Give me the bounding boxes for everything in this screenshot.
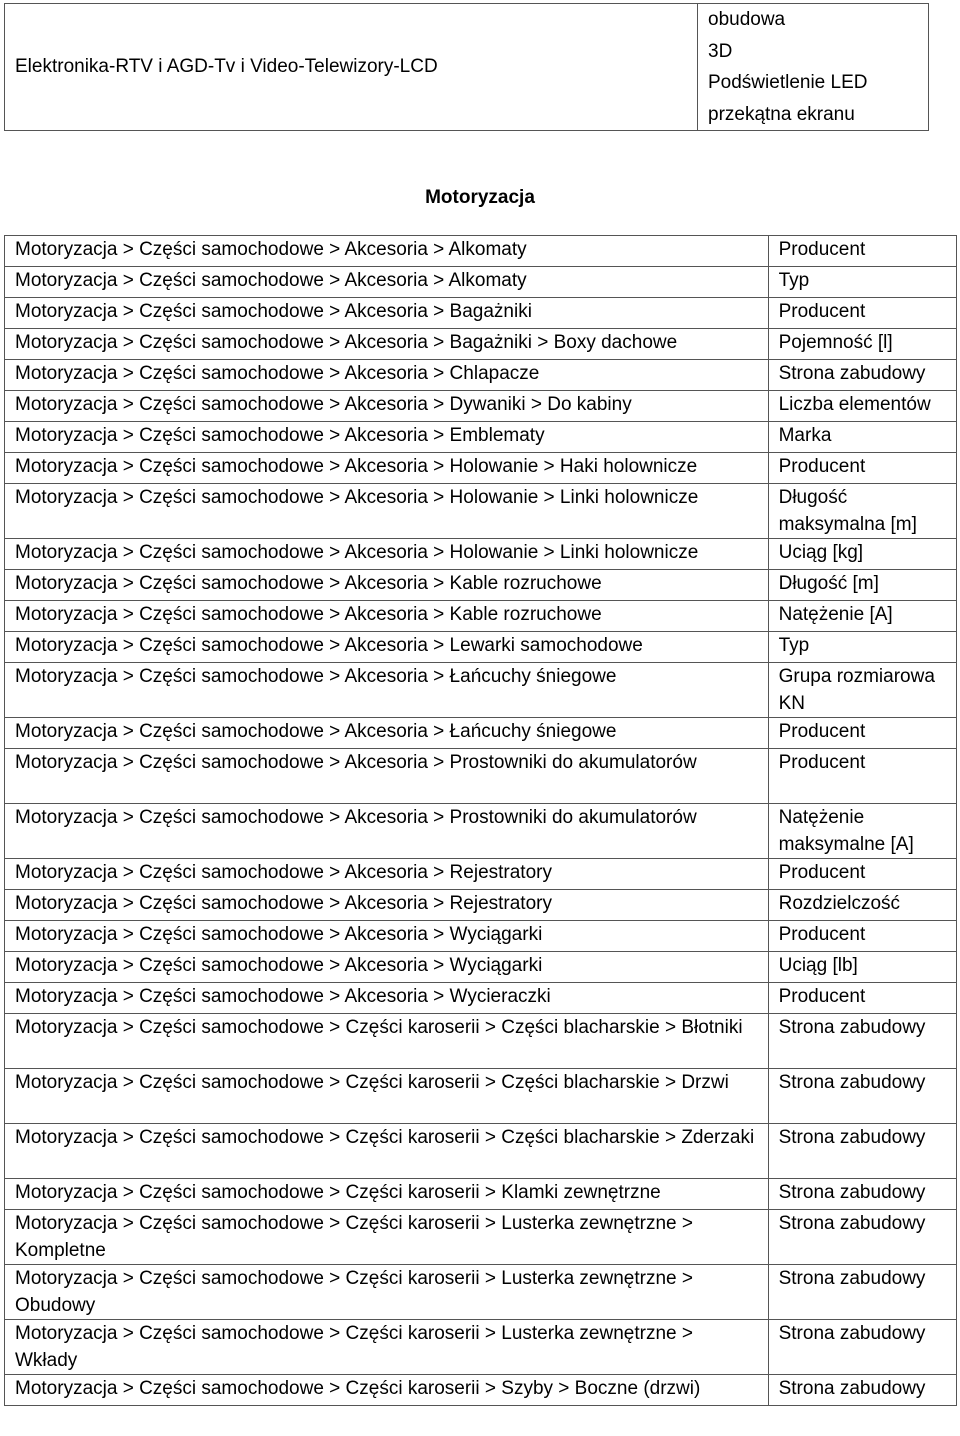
table-row [5, 298, 957, 329]
table-row [5, 921, 957, 952]
parameter-cell: Natężenie [A] [768, 601, 956, 632]
parameter-cell: Strona zabudowy [768, 1320, 956, 1375]
category-path-cell: Motoryzacja > Części samochodowe > Akcesoria > Wyciągarki [5, 952, 769, 983]
table-row [5, 539, 957, 570]
param-item: Podświetlenie LED [708, 72, 868, 93]
category-path-cell: Motoryzacja > Części samochodowe > Akcesoria > Bagażniki > Boxy dachowe [5, 329, 769, 360]
parameter-cell: Uciąg [lb] [768, 952, 956, 983]
electronics-table [4, 3, 929, 131]
category-path-cell: Motoryzacja > Części samochodowe > Akcesoria > Rejestratory [5, 859, 769, 890]
parameter-cell: Producent [768, 298, 956, 329]
category-path-cell: Motoryzacja > Części samochodowe > Części karoserii > Lusterka zewnętrzne > Obudowy [5, 1265, 769, 1320]
parameter-cell: Długość [m] [768, 570, 956, 601]
category-path-cell: Motoryzacja > Części samochodowe > Akcesoria > Łańcuchy śniegowe [5, 663, 769, 718]
table-row [5, 804, 957, 859]
table-row [5, 1210, 957, 1265]
category-path-cell: Motoryzacja > Części samochodowe > Akcesoria > Kable rozruchowe [5, 570, 769, 601]
parameter-cell: Typ [768, 267, 956, 298]
table-row [5, 718, 957, 749]
category-path-cell: Motoryzacja > Części samochodowe > Akcesoria > Prostowniki do akumulatorów [5, 804, 769, 859]
parameter-cell: Uciąg [kg] [768, 539, 956, 570]
parameter-cell: Producent [768, 859, 956, 890]
params-cell [698, 4, 929, 131]
parameter-cell: Producent [768, 453, 956, 484]
parameter-cell: Marka [768, 422, 956, 453]
category-path-cell: Motoryzacja > Części samochodowe > Części karoserii > Lusterka zewnętrzne > Wkłady [5, 1320, 769, 1375]
parameter-cell: Strona zabudowy [768, 360, 956, 391]
table-row [5, 360, 957, 391]
parameter-cell: Długość maksymalna [m] [768, 484, 956, 539]
category-path-cell: Motoryzacja > Części samochodowe > Akcesoria > Holowanie > Haki holownicze [5, 453, 769, 484]
parameter-cell: Producent [768, 983, 956, 1014]
category-path-cell: Motoryzacja > Części samochodowe > Akcesoria > Chlapacze [5, 360, 769, 391]
parameter-cell: Strona zabudowy [768, 1124, 956, 1179]
parameter-cell: Natężenie maksymalne [A] [768, 804, 956, 859]
category-path-cell: Motoryzacja > Części samochodowe > Akcesoria > Emblematy [5, 422, 769, 453]
parameter-cell: Pojemność [l] [768, 329, 956, 360]
parameter-cell: Liczba elementów [768, 391, 956, 422]
table-row [5, 632, 957, 663]
table-row [5, 601, 957, 632]
table-row [5, 1179, 957, 1210]
category-path-cell: Motoryzacja > Części samochodowe > Akcesoria > Prostowniki do akumulatorów [5, 749, 769, 804]
table-row [5, 859, 957, 890]
category-path-cell: Motoryzacja > Części samochodowe > Akcesoria > Holowanie > Linki holownicze [5, 484, 769, 539]
category-path-cell: Motoryzacja > Części samochodowe > Części karoserii > Klamki zewnętrzne [5, 1179, 769, 1210]
category-path-cell: Motoryzacja > Części samochodowe > Akcesoria > Bagażniki [5, 298, 769, 329]
table-row [5, 236, 957, 267]
table-row [5, 1320, 957, 1375]
table-row [5, 952, 957, 983]
parameter-cell: Strona zabudowy [768, 1179, 956, 1210]
table-row [5, 422, 957, 453]
parameter-cell: Producent [768, 718, 956, 749]
category-path-cell: Motoryzacja > Części samochodowe > Akcesoria > Alkomaty [5, 236, 769, 267]
table-row [5, 1375, 957, 1406]
parameter-cell: Producent [768, 749, 956, 804]
category-path-cell: Motoryzacja > Części samochodowe > Części karoserii > Części blacharskie > Drzwi [5, 1069, 769, 1124]
parameter-cell: Producent [768, 921, 956, 952]
table-row [5, 329, 957, 360]
parameter-cell: Grupa rozmiarowa KN [768, 663, 956, 718]
category-path-cell: Motoryzacja > Części samochodowe > Akcesoria > Wyciągarki [5, 921, 769, 952]
table-row [5, 890, 957, 921]
parameter-cell: Strona zabudowy [768, 1069, 956, 1124]
category-path-cell: Motoryzacja > Części samochodowe > Części karoserii > Części blacharskie > Zderzaki [5, 1124, 769, 1179]
table-row [5, 1124, 957, 1179]
category-path-cell: Motoryzacja > Części samochodowe > Akcesoria > Holowanie > Linki holownicze [5, 539, 769, 570]
param-item: przekątna ekranu [708, 103, 855, 125]
category-path-cell: Motoryzacja > Części samochodowe > Akcesoria > Łańcuchy śniegowe [5, 718, 769, 749]
table-row [5, 453, 957, 484]
parameter-cell: Producent [768, 236, 956, 267]
electronics-row [5, 4, 929, 131]
parameter-cell: Strona zabudowy [768, 1210, 956, 1265]
parameter-cell: Strona zabudowy [768, 1014, 956, 1069]
table-body [5, 236, 957, 1406]
category-path-cell: Motoryzacja > Części samochodowe > Akcesoria > Dywaniki > Do kabiny [5, 391, 769, 422]
table-row [5, 663, 957, 718]
table-row [5, 749, 957, 804]
parameter-cell: Typ [768, 632, 956, 663]
category-path-cell: Motoryzacja > Części samochodowe > Akcesoria > Alkomaty [5, 267, 769, 298]
category-path-cell: Motoryzacja > Części samochodowe > Akcesoria > Kable rozruchowe [5, 601, 769, 632]
table-row [5, 267, 957, 298]
category-path-cell: Motoryzacja > Części samochodowe > Części karoserii > Lusterka zewnętrzne > Kompletne [5, 1210, 769, 1265]
category-cell: Elektronika-RTV i AGD-Tv i Video-Telewizory-LCD [5, 4, 698, 131]
table-row [5, 484, 957, 539]
category-path-cell: Motoryzacja > Części samochodowe > Akcesoria > Rejestratory [5, 890, 769, 921]
parameter-cell: Strona zabudowy [768, 1265, 956, 1320]
table-row [5, 391, 957, 422]
table-row [5, 983, 957, 1014]
category-path-cell: Motoryzacja > Części samochodowe > Części karoserii > Szyby > Boczne (drzwi) [5, 1375, 769, 1406]
param-item: 3D [708, 40, 733, 62]
motoryzacja-table [4, 235, 957, 1406]
param-item: obudowa [708, 9, 786, 30]
category-path-cell: Motoryzacja > Części samochodowe > Akcesoria > Wycieraczki [5, 983, 769, 1014]
category-path-cell: Motoryzacja > Części samochodowe > Części karoserii > Części blacharskie > Błotniki [5, 1014, 769, 1069]
parameter-cell: Rozdzielczość [768, 890, 956, 921]
table-row [5, 1265, 957, 1320]
table-row [5, 1069, 957, 1124]
category-path-cell: Motoryzacja > Części samochodowe > Akcesoria > Lewarki samochodowe [5, 632, 769, 663]
parameter-cell: Strona zabudowy [768, 1375, 956, 1406]
table-row [5, 1014, 957, 1069]
table-row [5, 570, 957, 601]
section-title: Motoryzacja [425, 187, 535, 208]
